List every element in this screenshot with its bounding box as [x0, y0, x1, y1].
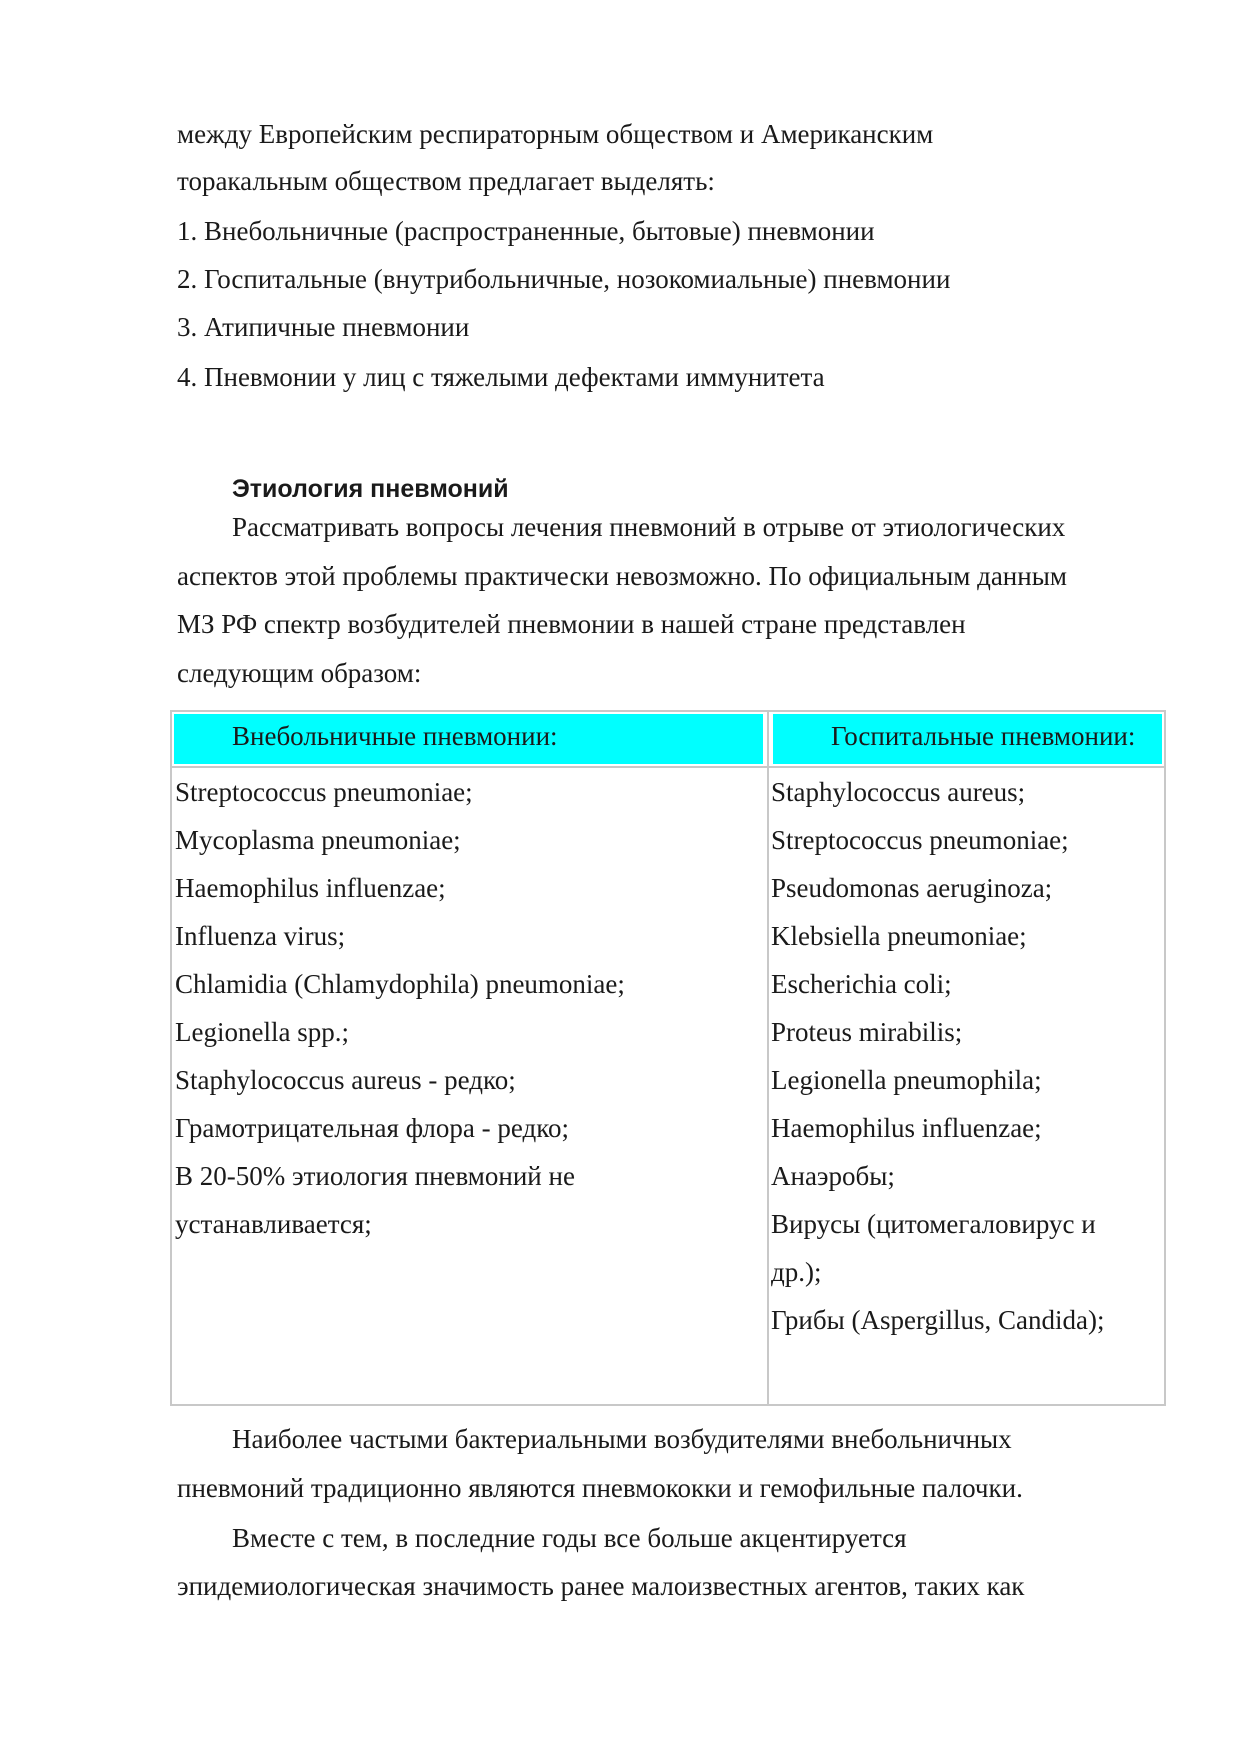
list-item: Грамотрицательная флора - редко; [175, 1113, 569, 1143]
list-item: др.); [771, 1257, 822, 1287]
list-item-3: 3. Атипичные пневмонии [177, 312, 470, 342]
list-item: Pseudomonas aeruginoza; [771, 873, 1053, 903]
list-item: Staphylococcus aureus - редко; [175, 1065, 516, 1095]
list-item: Haemophilus influenzae; [771, 1113, 1042, 1143]
community-pathogens-list [175, 768, 625, 1248]
bacteria-paragraph-line-2: пневмоний традиционно являются пневмококки и гемофильные палочки. [177, 1473, 1023, 1503]
epidemiology-paragraph-line-2: эпидемиологическая значимость ранее малоизвестных агентов, таких как [177, 1571, 1025, 1601]
list-item: Streptococcus pneumoniae; [175, 777, 473, 807]
intro-line-1: между Европейским респираторным обществом и Американским [177, 119, 934, 149]
list-item-1: 1. Внебольничные (распространенные, бытовые) пневмонии [177, 216, 875, 246]
list-item: устанавливается; [175, 1209, 372, 1239]
list-item: Staphylococcus aureus; [771, 777, 1026, 807]
list-item: Вирусы (цитомегаловирус и [771, 1209, 1096, 1239]
bacteria-paragraph-line-1: Наиболее частыми бактериальными возбудителями внебольничных [232, 1424, 1012, 1454]
table-header-hospital: Госпитальные пневмонии: [773, 714, 1162, 764]
etiology-paragraph-line-3: МЗ РФ спектр возбудителей пневмонии в нашей стране представлен [177, 609, 966, 639]
list-item: Streptococcus pneumoniae; [771, 825, 1069, 855]
list-item: Escherichia coli; [771, 969, 952, 999]
table-column-divider [767, 712, 769, 1404]
list-item: Legionella spp.; [175, 1017, 349, 1047]
list-item: Грибы (Aspergillus, Candida); [771, 1305, 1105, 1335]
list-item: Анаэробы; [771, 1161, 895, 1191]
list-item: Haemophilus influenzae; [175, 873, 446, 903]
etiology-paragraph-line-2: аспектов этой проблемы практически невозможно. По официальным данным [177, 561, 1067, 591]
pathogens-table [170, 710, 1166, 1406]
etiology-paragraph-line-4: следующим образом: [177, 658, 422, 688]
intro-line-2: торакальным обществом предлагает выделять: [177, 166, 715, 196]
list-item: Chlamidia (Chlamydophila) pneumoniae; [175, 969, 625, 999]
section-heading: Этиология пневмоний [232, 475, 509, 503]
etiology-paragraph-line-1: Рассматривать вопросы лечения пневмоний в отрыве от этиологических [232, 512, 1066, 542]
list-item: Mycoplasma pneumoniae; [175, 825, 461, 855]
hospital-pathogens-list [771, 768, 1104, 1344]
list-item: В 20-50% этиология пневмоний не [175, 1161, 575, 1191]
list-item: Legionella pneumophila; [771, 1065, 1042, 1095]
list-item-2: 2. Госпитальные (внутрибольничные, нозокомиальные) пневмонии [177, 264, 951, 294]
epidemiology-paragraph-line-1: Вместе с тем, в последние годы все больше акцентируется [232, 1523, 907, 1553]
list-item: Klebsiella pneumoniae; [771, 921, 1027, 951]
table-header-community: Внебольничные пневмонии: [174, 714, 763, 764]
list-item-4: 4. Пневмонии у лиц с тяжелыми дефектами иммунитета [177, 362, 825, 392]
list-item: Proteus mirabilis; [771, 1017, 963, 1047]
list-item: Influenza virus; [175, 921, 346, 951]
